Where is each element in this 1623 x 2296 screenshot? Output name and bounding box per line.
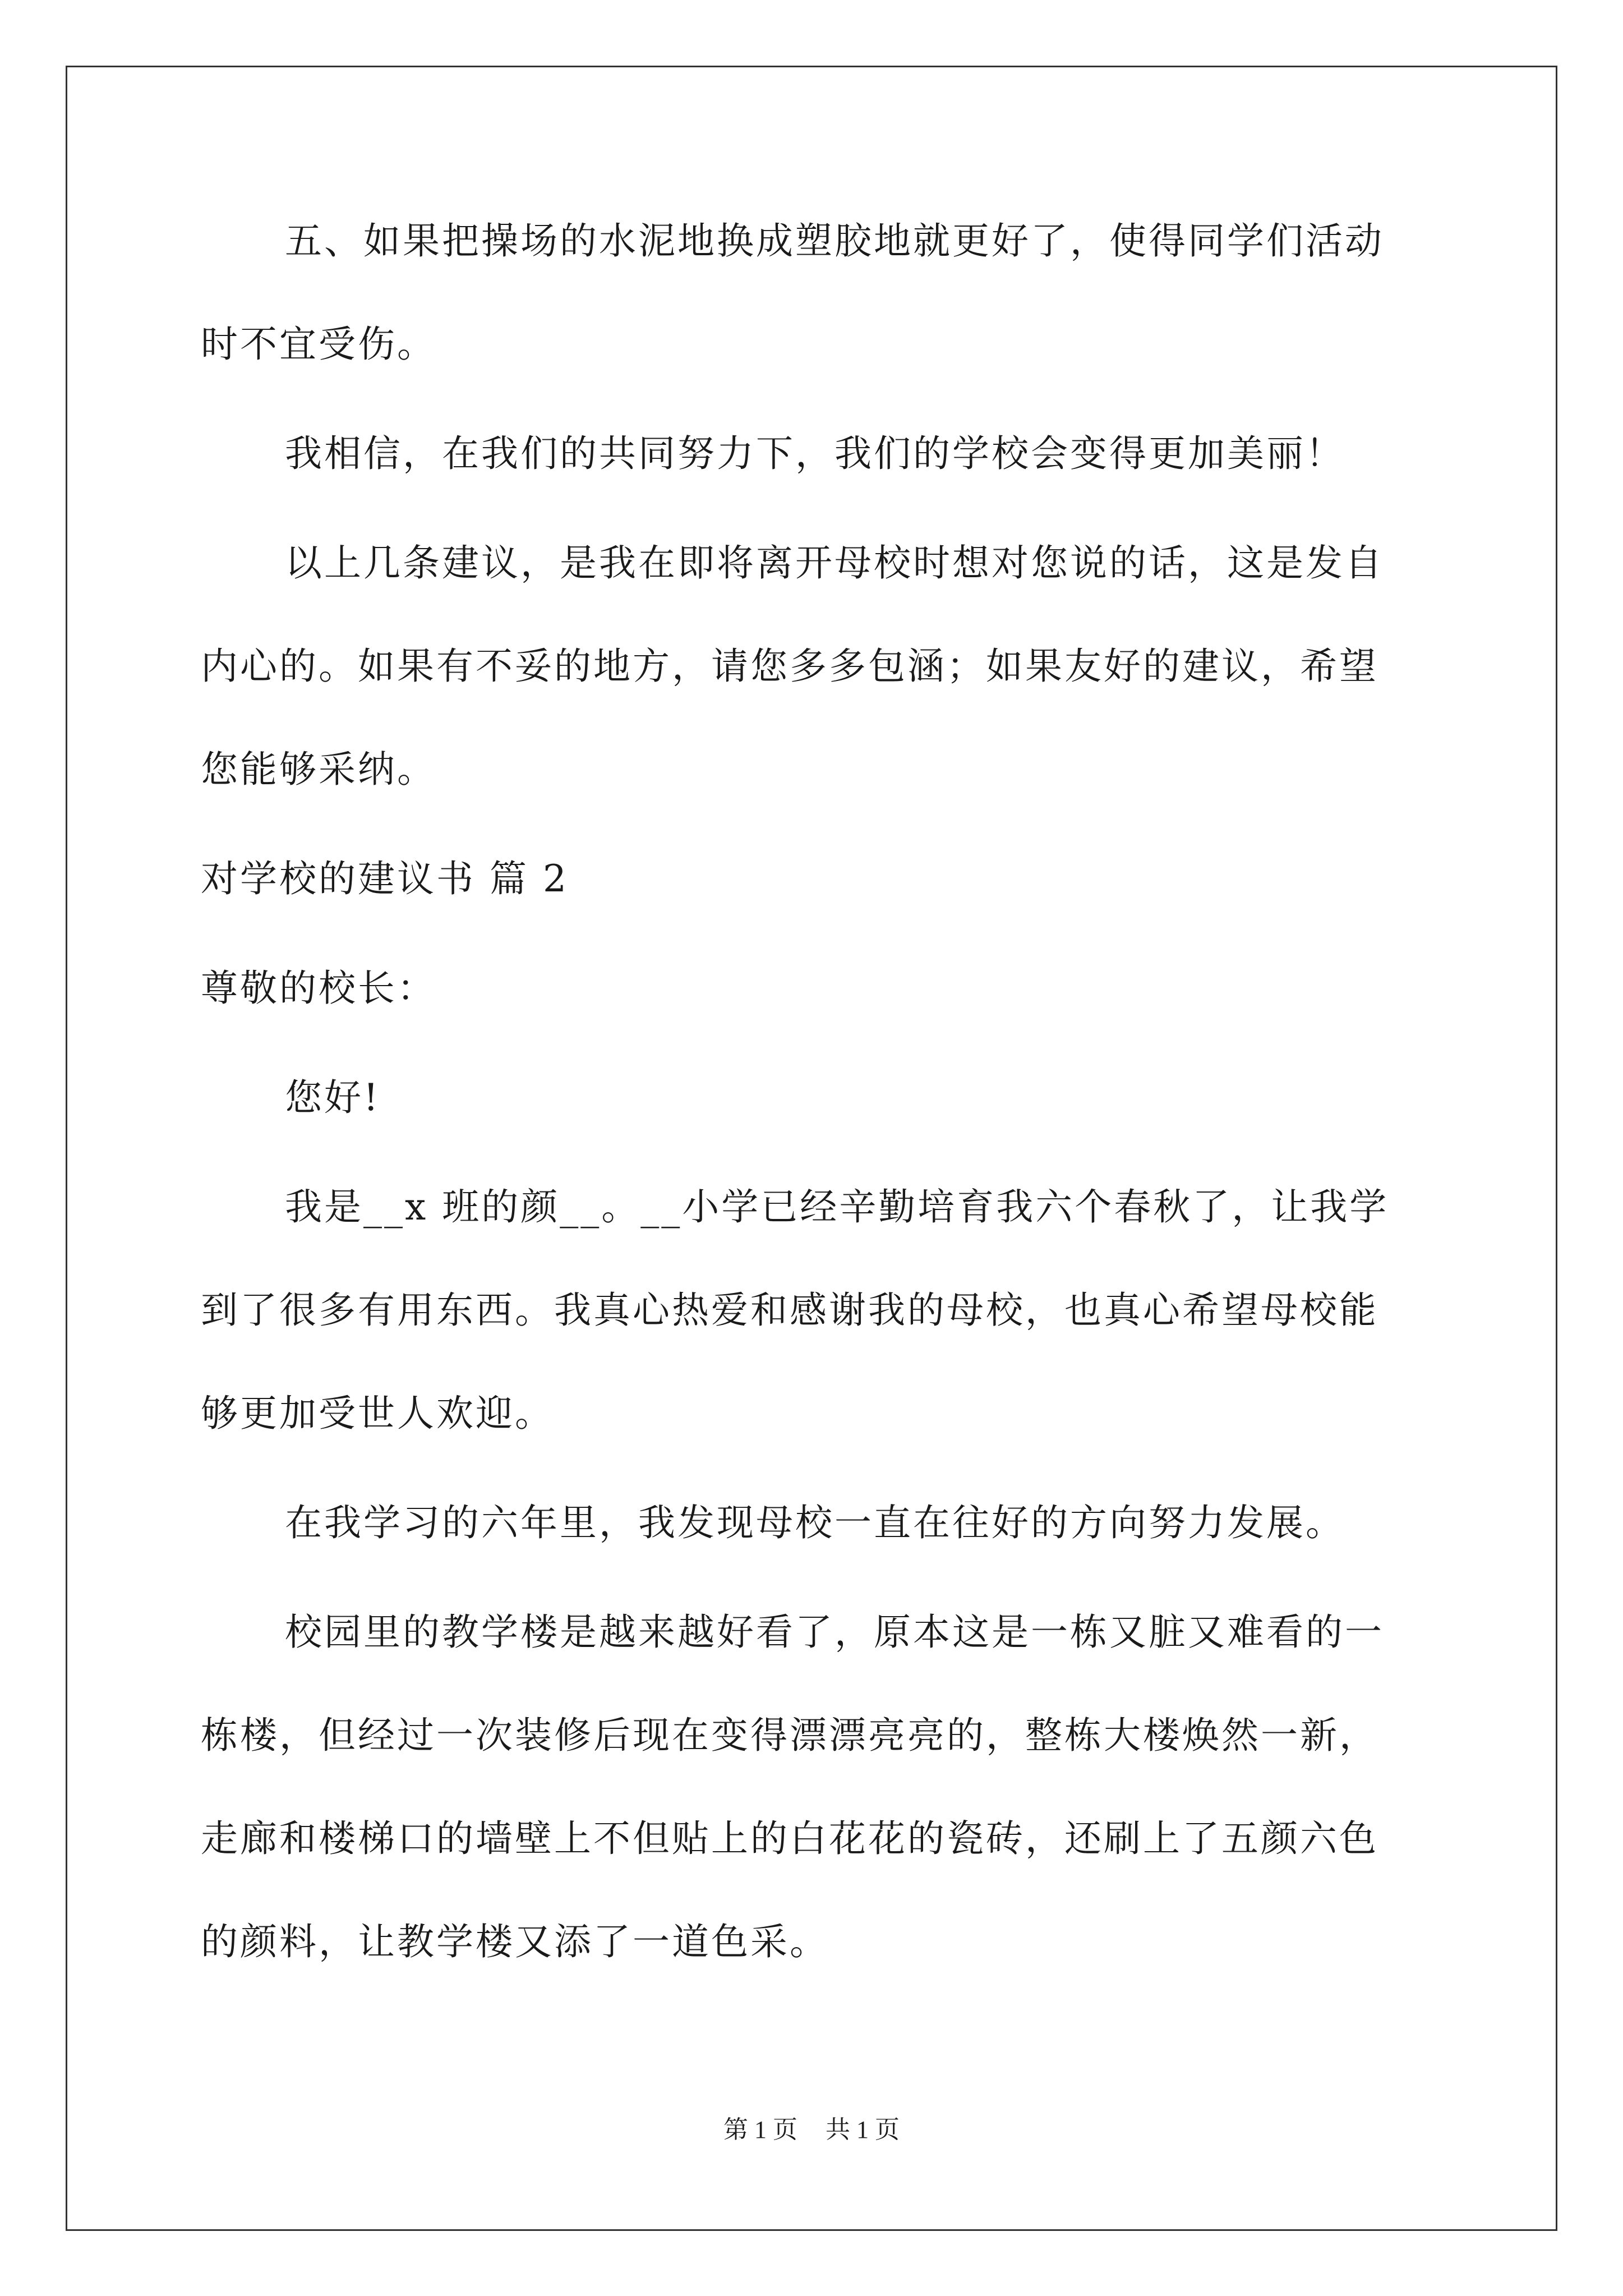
text-line: 五、如果把操场的水泥地换成塑胶地就更好了，使得同学们活动	[285, 219, 1384, 263]
page-number: 第 1 页	[723, 2116, 797, 2143]
document-body	[201, 216, 1435, 1967]
text-line: 栋楼，但经过一次装修后现在变得漂漂亮亮的，整栋大楼焕然一新，	[201, 1714, 1378, 1757]
text-line: 内心的。如果有不妥的地方，请您多多包涵；如果友好的建议，希望	[201, 645, 1378, 688]
page-total: 共 1 页	[826, 2116, 900, 2143]
text-line: 走廊和楼梯口的墙壁上不但贴上的白花花的瓷砖，还刷上了五颜六色	[201, 1817, 1378, 1860]
text-line: 以上几条建议，是我在即将离开母校时想对您说的话，这是发自	[285, 541, 1384, 585]
text-line: 我相信，在我们的共同努力下，我们的学校会变得更加美丽！	[285, 432, 1345, 475]
greeting: 您好!	[285, 1076, 381, 1119]
text-line: 您能够采纳。	[201, 748, 436, 791]
text-line: 在我学习的六年里，我发现母校一直在往好的方向努力发展。	[285, 1501, 1345, 1544]
text-line: 够更加受世人欢迎。	[201, 1392, 554, 1435]
text-line: 的颜料，让教学楼又添了一道色采。	[201, 1920, 829, 1963]
text-line: 时不宜受伤。	[201, 323, 436, 366]
page-footer	[0, 2109, 1623, 2145]
text-line: 我是__x 班的颜__。__小学已经辛勤培育我六个春秋了，让我学	[285, 1185, 1389, 1228]
salutation: 尊敬的校长：	[201, 967, 436, 1010]
section-heading: 对学校的建议书 篇 2	[201, 857, 569, 900]
text-line: 到了很多有用东西。我真心热爱和感谢我的母校，也真心希望母校能	[201, 1289, 1378, 1332]
text-line: 校园里的教学楼是越来越好看了，原本这是一栋又脏又难看的一	[285, 1611, 1384, 1654]
